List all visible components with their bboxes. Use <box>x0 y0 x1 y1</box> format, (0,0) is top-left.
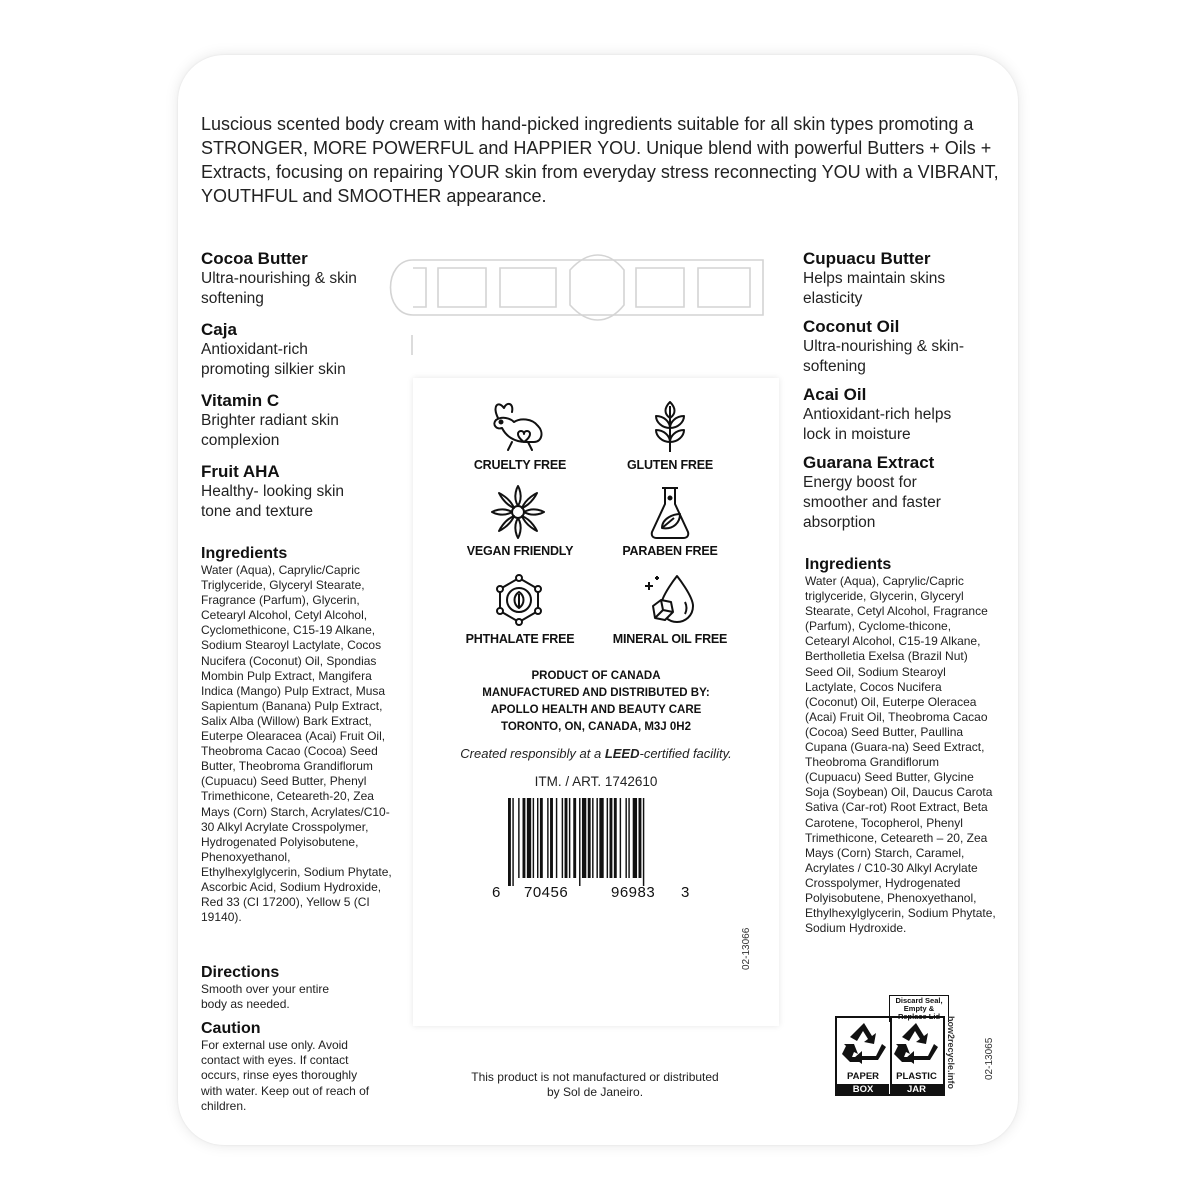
feature-cupuacu-butter <box>803 249 973 309</box>
directions-section <box>201 964 351 1012</box>
code-right: 02-13065 <box>984 1037 995 1080</box>
barcode-bar <box>588 798 591 878</box>
barcode-bar <box>527 798 531 878</box>
barcode-bar <box>573 798 576 878</box>
code-center: 02-13066 <box>741 927 752 970</box>
manufacturer-address: TORONTO, ON, CANADA, M3J 0H2 <box>501 721 691 733</box>
item-number: ITM. / ART. 1742610 <box>534 774 658 789</box>
directions-text: Smooth over your entire body as needed. <box>201 982 330 1012</box>
barcode-bar <box>512 798 513 886</box>
recycle-icon-paper <box>840 1020 888 1066</box>
barcode-bar <box>579 798 580 886</box>
leed-statement <box>413 746 779 761</box>
badge-label: CRUELTY FREE <box>473 458 567 472</box>
barcode-bar <box>565 798 568 878</box>
barcode-bar <box>596 798 597 878</box>
barcode-bar <box>607 798 608 878</box>
barcode-bar <box>592 798 593 878</box>
feature-desc: Antioxidant-rich helps lock in moisture <box>803 406 952 443</box>
barcode-bar <box>620 798 621 878</box>
feature-title: Acai Oil <box>803 385 867 404</box>
barcode-bar <box>508 798 511 886</box>
feature-desc: Ultra-nourishing & skin-softening <box>803 338 965 375</box>
barcode-bar <box>599 798 603 878</box>
barcode-bar <box>533 798 534 878</box>
ingredients-heading: Ingredients <box>201 545 288 562</box>
product-intro: Luscious scented body cream with hand-picked ingredients suitable for all skin types promoting a STRONGER, MORE POWERFUL and HAPPIER YOU. Unique blend with powerful Butters + Oils + Extracts, focusing on repairing YOUR skin from everyday stress reconnecting YOU with a VIBRANT, YOUTHFUL and SMOOTHER appearance. <box>201 114 999 206</box>
wheat-icon <box>648 398 692 454</box>
caution-text: For external use only. Avoid contact with eyes. If contact occurs, rinse eyes thoroughly with water. Keep out of reach of children. <box>201 1038 370 1113</box>
recycle-paper-label: PAPER <box>846 1071 880 1082</box>
feature-title: Caja <box>201 320 237 339</box>
feature-fruit-aha <box>201 462 371 522</box>
manufacturer-name: APOLLO HEALTH AND BEAUTY CARE <box>490 704 702 716</box>
feature-cocoa-butter <box>201 249 371 309</box>
oil-drop-icon <box>641 572 697 628</box>
feature-vitamin-c <box>201 391 371 451</box>
feature-acai-oil <box>803 385 973 445</box>
badge-label: PHTHALATE FREE <box>465 632 575 646</box>
barcode-bar <box>610 798 613 878</box>
manufactured-by: MANUFACTURED AND DISTRIBUTED BY: <box>482 687 710 699</box>
ingredients-left <box>201 545 393 925</box>
recycle-site: how2recycle.info <box>946 1016 956 1090</box>
barcode-bar <box>537 798 538 878</box>
recycle-jar-label: JAR <box>890 1084 943 1096</box>
ingredients-heading: Ingredients <box>805 556 892 573</box>
leed-pre: Created responsibly at a <box>460 746 605 761</box>
feature-title: Vitamin C <box>201 391 280 410</box>
feature-desc: Helps maintain skins elasticity <box>803 270 946 307</box>
feature-desc: Ultra-nourishing & skin softening <box>201 270 357 307</box>
rabbit-heart-icon <box>488 398 548 454</box>
leed-bold: LEED <box>604 746 640 761</box>
recycle-note: Discard Seal, Empty & Replace Lid <box>889 995 949 1022</box>
barcode-bar <box>523 798 526 878</box>
barcode-bar <box>614 798 617 878</box>
barcode-bar <box>643 798 644 886</box>
feature-desc: Energy boost for smoother and faster absorption <box>803 474 941 531</box>
barcode-bar <box>556 798 557 878</box>
jar-lid-outline <box>378 250 778 360</box>
barcode-bar <box>550 798 553 878</box>
directions-heading: Directions <box>201 964 280 981</box>
feature-desc: Healthy- looking skin tone and texture <box>201 483 345 520</box>
recycle-icon-plastic <box>892 1020 940 1066</box>
barcode-bar <box>625 798 626 878</box>
badge-label: MINERAL OIL FREE <box>612 632 728 646</box>
ingredients-list: Water (Aqua), Caprylic/Capric Triglyceride, Glyceryl Stearate, Fragrance (Parfum), Glycerin, Cetearyl Alcohol, Cetyl Alcohol, Cyclomethicone, C15-19 Alkane, Sodium Stearoyl Lactylate, Cocos Nucifera (Coconut) Oil, Spondias Mombin Pulp Extract, Mangifera Indica (Mango) Pulp Extract, Musa Sapientum (Banana) Pulp Extract, Salix Alba (Willow) Bark Extract, Euterpe Olearacea (Acai) Fruit Oil, Theobroma Cacao (Cocoa) Seed Butter, Theobroma Grandiflorum (Cupuacu) Seed Butter, Phenyl Trimethicone, Ceteareth-20, Zea Mays (Corn) Starch, Acrylates/C10-30 Alkyl Acrylate Crosspolymer, Hydrogenated Polyisobutene, Phenoxyethanol, Ethylhexylglycerin, Sodium Phytate, Ascorbic Acid, Sodium Hydroxide, Red 33 (CI 17200), Yellow 5 (CI 19140). <box>201 563 392 925</box>
feature-desc: Brighter radiant skin complexion <box>201 412 339 449</box>
feature-title: Fruit AHA <box>201 462 280 481</box>
caution-heading: Caution <box>201 1020 261 1037</box>
barcode-bar <box>518 798 519 878</box>
barcode-bar <box>582 798 586 878</box>
feature-desc: Antioxidant-rich promoting silkier skin <box>201 341 346 378</box>
product-of-canada: PRODUCT OF CANADA <box>531 670 661 682</box>
feature-title: Coconut Oil <box>803 317 900 336</box>
ingredients-right <box>805 556 997 936</box>
barcode-bar <box>562 798 563 878</box>
ingredients-list: Water (Aqua), Caprylic/Capric triglyceride, Glycerin, Glyceryl Stearate, Cetyl Alcohol, Fragrance (Parfum), Cyclome-thicone, Cetearyl Alcohol, C15-19 Alkane, Bertholletia Exelsa (Brazil Nut) Seed Oil, Sodium Stearoyl Lactylate, Cocos Nucifera (Coconut) Oil, Euterpe Oleracea (Acai) Fruit Oil, Theobroma Cacao (Cocoa) Seed Butter, Paullina Cupana (Guara-na) Seed Extract, Theobroma Grandiflorum (Cupuacu) Seed Butter, Glycine Soja (Soybean) Oil, Daucus Carota Sativa (Car-rot) Root Extract, Beta Carotene, Tocopherol, Phenyl Trimethicone, Ceteareth – 20, Zea Mays (Corn) Starch, Caramel, Acrylates / C10-30 Alkyl Acrylate Crosspolymer, Hydrogenated Polyisobutene, Phenoxyethanol, Ethylhexylglycerin, Sodium Phytate, Sodium Hydroxide. <box>805 574 996 936</box>
barcode-bar <box>540 798 543 878</box>
feature-title: Guarana Extract <box>803 453 935 472</box>
badge-label: PARABEN FREE <box>622 544 718 558</box>
recycle-box-label: BOX <box>837 1084 889 1096</box>
badge-label: GLUTEN FREE <box>627 458 713 472</box>
flower-icon <box>490 484 546 540</box>
feature-guarana-extract <box>803 453 973 533</box>
feature-caja <box>201 320 371 380</box>
leed-post: -certified facility. <box>639 746 732 761</box>
recycle-plastic-label: PLASTIC <box>896 1071 937 1082</box>
barcode-bar <box>547 798 548 878</box>
barcode-bar <box>569 798 570 878</box>
barcode-bar <box>639 798 642 878</box>
barcode-digits-left: 70456 <box>524 884 569 901</box>
badge-label: VEGAN FRIENDLY <box>466 544 574 558</box>
disclaimer: This product is not manufactured or distributed by Sol de Janeiro. <box>471 1070 719 1099</box>
molecule-leaf-icon <box>491 572 547 628</box>
barcode-bar <box>633 798 637 878</box>
barcode <box>508 798 688 886</box>
feature-title: Cocoa Butter <box>201 249 308 268</box>
barcode-digit-last: 3 <box>681 884 690 901</box>
flask-leaf-icon <box>648 484 692 540</box>
barcode-digit-first: 6 <box>492 884 501 901</box>
feature-coconut-oil <box>803 317 973 377</box>
caution-section <box>201 1020 376 1114</box>
barcode-digits-right: 96983 <box>611 884 656 901</box>
feature-title: Cupuacu Butter <box>803 249 931 268</box>
barcode-bar <box>628 798 629 878</box>
